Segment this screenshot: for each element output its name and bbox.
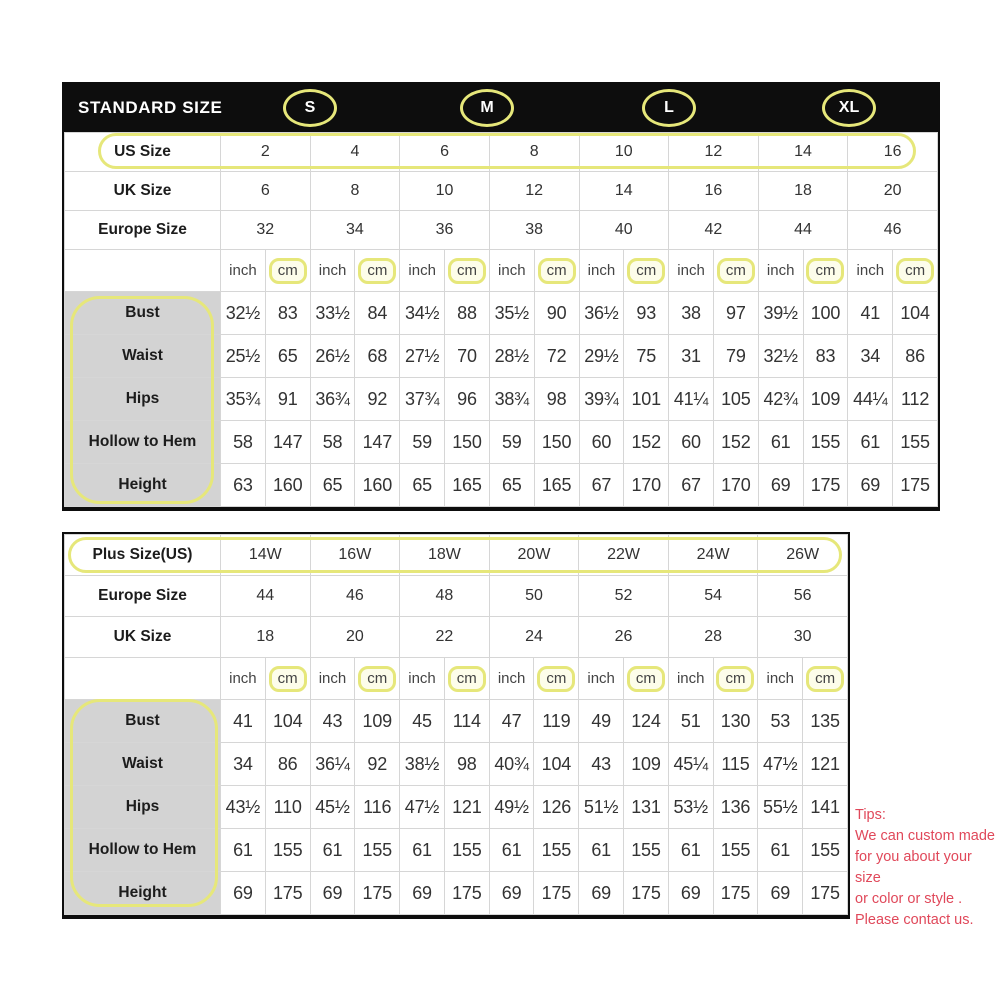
cm-unit-cell [265,250,310,292]
cm-unit-label: cm [717,258,755,284]
inch-unit-label: inch [489,658,534,700]
europe-size-value: 32 [221,211,311,250]
bust-value: 47 [489,700,534,743]
height-value: 69 [579,872,624,915]
waist-value: 121 [803,743,848,786]
waist-value: 40¾ [489,743,534,786]
size-row [65,576,848,617]
hollow-to-hem-value: 61 [489,829,534,872]
waist-value: 109 [624,743,669,786]
europe-size-value: 52 [579,576,669,617]
inch-unit-label: inch [310,250,355,292]
us-size-value: 6 [400,133,490,172]
bust-value: 104 [265,700,310,743]
measure-row [65,292,938,335]
hollow-to-hem-value: 60 [579,421,624,464]
bust-value: 114 [444,700,489,743]
height-value: 69 [310,872,355,915]
height-value: 65 [310,464,355,507]
europe-size-label: Europe Size [65,211,221,250]
hollow-to-hem-value: 61 [668,829,713,872]
europe-size-value: 34 [310,211,400,250]
waist-value: 98 [444,743,489,786]
uk-size-value: 20 [848,172,938,211]
measure-row [65,378,938,421]
waist-value: 29½ [579,335,624,378]
hollow-to-hem-value: 61 [400,829,445,872]
uk-size-value: 14 [579,172,669,211]
unit-row [65,250,938,292]
hollow-to-hem-value: 155 [713,829,758,872]
bust-value: 88 [445,292,490,335]
bust-value: 39½ [758,292,803,335]
bust-value: 135 [803,700,848,743]
uk-size-label: UK Size [65,172,221,211]
hollow-to-hem-value: 58 [310,421,355,464]
hollow-to-hem-value: 59 [400,421,445,464]
bust-value: 119 [534,700,579,743]
cm-unit-cell [624,250,669,292]
uk-size-value: 22 [400,617,490,658]
bust-value: 36½ [579,292,624,335]
hollow-to-hem-value: 150 [534,421,579,464]
hips-value: 35¾ [221,378,266,421]
cm-unit-label: cm [448,666,486,692]
waist-value: 34 [221,743,266,786]
hips-value: 92 [355,378,400,421]
measure-row [65,786,848,829]
hollow-to-hem-value: 61 [758,829,803,872]
bust-value: 38 [669,292,714,335]
europe-size-value: 54 [668,576,758,617]
bust-value: 51 [668,700,713,743]
bust-value: 45 [400,700,445,743]
waist-value: 36¼ [310,743,355,786]
waist-value: 32½ [758,335,803,378]
height-value: 160 [265,464,310,507]
cm-unit-label: cm [537,666,575,692]
hollow-to-hem-value: 155 [803,421,848,464]
inch-unit-label: inch [310,658,355,700]
height-value: 170 [713,464,758,507]
inch-unit-label: inch [400,250,445,292]
cm-unit-label: cm [448,258,486,284]
waist-value: 104 [534,743,579,786]
us-size-value: 8 [489,133,579,172]
waist-value: 92 [355,743,400,786]
plus-size-us-label: Plus Size(US) [65,535,221,576]
hips-value: 110 [265,786,310,829]
europe-size-value: 40 [579,211,669,250]
height-value: 69 [848,464,893,507]
plus-size-us-value: 18W [400,535,490,576]
cm-unit-cell [444,658,489,700]
hips-value: 109 [803,378,848,421]
hips-value: 126 [534,786,579,829]
standard-size-table [62,82,940,511]
waist-value: 79 [713,335,758,378]
inch-unit-label: inch [221,250,266,292]
hips-value: 53½ [668,786,713,829]
height-value: 175 [803,872,848,915]
height-value: 175 [444,872,489,915]
europe-size-value: 38 [489,211,579,250]
waist-value: 31 [669,335,714,378]
cm-unit-cell [445,250,490,292]
size-row [65,172,938,211]
size-row [65,211,938,250]
bust-value: 34½ [400,292,445,335]
inch-unit-label: inch [489,250,534,292]
hollow-to-hem-value: 152 [713,421,758,464]
waist-value: 83 [803,335,848,378]
us-size-value: 4 [310,133,400,172]
bust-value: 53 [758,700,803,743]
plus-size-us-value: 22W [579,535,669,576]
height-value: 175 [355,872,400,915]
inch-unit-label: inch [848,250,893,292]
hips-value: 42¾ [758,378,803,421]
hollow-to-hem-value: 58 [221,421,266,464]
cm-unit-label: cm [269,258,307,284]
us-size-value: 2 [221,133,311,172]
height-value: 67 [579,464,624,507]
us-size-value: 14 [758,133,848,172]
hollow-to-hem-label: Hollow to Hem [65,829,221,872]
hips-value: 45½ [310,786,355,829]
height-value: 160 [355,464,400,507]
height-value: 175 [534,872,579,915]
bust-value: 90 [534,292,579,335]
cm-unit-cell [624,658,669,700]
bust-value: 35½ [489,292,534,335]
bust-value: 49 [579,700,624,743]
waist-value: 86 [893,335,938,378]
bust-value: 104 [893,292,938,335]
bust-label: Bust [65,292,221,335]
cm-unit-cell [803,250,848,292]
us-size-value: 16 [848,133,938,172]
standard-size-header [64,84,938,132]
measure-row [65,700,848,743]
bust-value: 130 [713,700,758,743]
waist-value: 25½ [221,335,266,378]
waist-value: 47½ [758,743,803,786]
tips-note [855,805,997,931]
hollow-to-hem-value: 155 [624,829,669,872]
hollow-to-hem-value: 59 [489,421,534,464]
plus-size-us-value: 24W [668,535,758,576]
hollow-to-hem-value: 147 [265,421,310,464]
tips-title: Tips: [855,807,886,823]
inch-unit-label: inch [579,658,624,700]
uk-size-value: 18 [221,617,311,658]
height-label: Height [65,872,221,915]
europe-size-value: 44 [221,576,311,617]
height-value: 175 [265,872,310,915]
plus-size-table [62,532,850,919]
size-s-badge: S [283,89,337,127]
europe-size-value: 46 [310,576,400,617]
cm-unit-label: cm [627,666,665,692]
hips-label: Hips [65,378,221,421]
plus-size-us-value: 20W [489,535,579,576]
waist-value: 45¼ [668,743,713,786]
size-row [65,133,938,172]
europe-size-value: 36 [400,211,490,250]
europe-size-value: 42 [669,211,759,250]
europe-size-value: 44 [758,211,848,250]
standard-size-grid [64,132,938,507]
waist-label: Waist [65,743,221,786]
size-xl-badge: XL [822,89,876,127]
inch-unit-label: inch [669,250,714,292]
unit-row-spacer [65,250,221,292]
height-value: 69 [400,872,445,915]
measure-row [65,872,848,915]
hips-value: 112 [893,378,938,421]
hollow-to-hem-label: Hollow to Hem [65,421,221,464]
size-l-badge: L [642,89,696,127]
tips-line: We can custom made [855,828,995,844]
hips-value: 136 [713,786,758,829]
waist-value: 115 [713,743,758,786]
hips-value: 141 [803,786,848,829]
waist-value: 72 [534,335,579,378]
hollow-to-hem-value: 61 [221,829,266,872]
height-value: 175 [893,464,938,507]
hollow-to-hem-value: 61 [579,829,624,872]
us-size-value: 12 [669,133,759,172]
bust-value: 93 [624,292,669,335]
europe-size-value: 50 [489,576,579,617]
hollow-to-hem-value: 155 [893,421,938,464]
measure-row [65,421,938,464]
cm-unit-label: cm [716,666,754,692]
uk-size-value: 18 [758,172,848,211]
height-value: 69 [221,872,266,915]
measure-row [65,829,848,872]
height-value: 65 [400,464,445,507]
cm-unit-cell [534,250,579,292]
plus-size-us-value: 26W [758,535,848,576]
hips-value: 96 [445,378,490,421]
plus-size-us-value: 14W [221,535,311,576]
waist-value: 26½ [310,335,355,378]
hollow-to-hem-value: 61 [758,421,803,464]
size-row [65,617,848,658]
uk-size-value: 28 [668,617,758,658]
height-value: 69 [758,464,803,507]
hips-value: 37¾ [400,378,445,421]
cm-unit-label: cm [269,666,307,692]
waist-value: 38½ [400,743,445,786]
hips-value: 47½ [400,786,445,829]
cm-unit-cell [355,250,400,292]
bust-value: 109 [355,700,400,743]
hips-value: 43½ [221,786,266,829]
height-value: 69 [668,872,713,915]
hollow-to-hem-value: 150 [445,421,490,464]
uk-size-value: 20 [310,617,400,658]
waist-value: 65 [265,335,310,378]
height-value: 175 [803,464,848,507]
uk-size-value: 24 [489,617,579,658]
bust-value: 83 [265,292,310,335]
hollow-to-hem-value: 147 [355,421,400,464]
waist-value: 28½ [489,335,534,378]
cm-unit-cell [893,250,938,292]
measure-row [65,464,938,507]
cm-unit-cell [534,658,579,700]
europe-size-value: 48 [400,576,490,617]
hollow-to-hem-value: 61 [848,421,893,464]
cm-unit-cell [713,658,758,700]
uk-size-value: 12 [489,172,579,211]
hips-value: 101 [624,378,669,421]
measure-row [65,743,848,786]
hips-value: 39¾ [579,378,624,421]
tips-line: for you about your size [855,849,972,886]
height-value: 165 [534,464,579,507]
height-value: 170 [624,464,669,507]
hips-value: 55½ [758,786,803,829]
hips-value: 41¼ [669,378,714,421]
bust-value: 100 [803,292,848,335]
hollow-to-hem-value: 61 [310,829,355,872]
tips-line: or color or style . [855,891,963,907]
plus-size-us-value: 16W [310,535,400,576]
inch-unit-label: inch [668,658,713,700]
europe-size-value: 56 [758,576,848,617]
waist-value: 27½ [400,335,445,378]
europe-size-label: Europe Size [65,576,221,617]
hips-value: 98 [534,378,579,421]
cm-unit-label: cm [538,258,576,284]
height-value: 63 [221,464,266,507]
cm-unit-label: cm [358,666,396,692]
height-value: 69 [489,872,534,915]
tips-line: Please contact us. [855,912,974,928]
cm-unit-cell [265,658,310,700]
unit-row [65,658,848,700]
hollow-to-hem-value: 155 [534,829,579,872]
hollow-to-hem-value: 152 [624,421,669,464]
height-value: 175 [624,872,669,915]
height-label: Height [65,464,221,507]
uk-size-value: 26 [579,617,669,658]
inch-unit-label: inch [400,658,445,700]
measure-row [65,335,938,378]
size-m-badge: M [460,89,514,127]
cm-unit-cell [355,658,400,700]
size-row [65,535,848,576]
cm-unit-label: cm [896,258,934,284]
hollow-to-hem-value: 155 [265,829,310,872]
standard-size-title: STANDARD SIZE [78,98,223,117]
uk-size-value: 30 [758,617,848,658]
unit-row-spacer [65,658,221,700]
plus-size-grid [64,534,848,915]
waist-label: Waist [65,335,221,378]
uk-size-value: 10 [400,172,490,211]
hips-value: 131 [624,786,669,829]
waist-value: 68 [355,335,400,378]
hips-value: 51½ [579,786,624,829]
waist-value: 75 [624,335,669,378]
cm-unit-label: cm [806,258,844,284]
bust-value: 97 [713,292,758,335]
uk-size-value: 8 [310,172,400,211]
waist-value: 34 [848,335,893,378]
height-value: 69 [758,872,803,915]
hips-value: 49½ [489,786,534,829]
bust-value: 33½ [310,292,355,335]
hollow-to-hem-value: 155 [355,829,400,872]
height-value: 65 [489,464,534,507]
cm-unit-label: cm [358,258,396,284]
cm-unit-cell [713,250,758,292]
cm-unit-label: cm [627,258,665,284]
uk-size-value: 16 [669,172,759,211]
bust-value: 41 [848,292,893,335]
cm-unit-cell [803,658,848,700]
hips-value: 36¾ [310,378,355,421]
hips-value: 38¾ [489,378,534,421]
height-value: 175 [713,872,758,915]
waist-value: 43 [579,743,624,786]
us-size-label: US Size [65,133,221,172]
bust-label: Bust [65,700,221,743]
height-value: 67 [669,464,714,507]
bust-value: 41 [221,700,266,743]
hips-value: 121 [444,786,489,829]
hips-value: 44¼ [848,378,893,421]
us-size-value: 10 [579,133,669,172]
bust-value: 43 [310,700,355,743]
height-value: 165 [445,464,490,507]
hips-value: 116 [355,786,400,829]
hollow-to-hem-value: 60 [669,421,714,464]
europe-size-value: 46 [848,211,938,250]
uk-size-label: UK Size [65,617,221,658]
inch-unit-label: inch [758,250,803,292]
inch-unit-label: inch [758,658,803,700]
waist-value: 70 [445,335,490,378]
uk-size-value: 6 [221,172,311,211]
inch-unit-label: inch [221,658,266,700]
bust-value: 84 [355,292,400,335]
hips-value: 91 [265,378,310,421]
inch-unit-label: inch [579,250,624,292]
hips-label: Hips [65,786,221,829]
bust-value: 32½ [221,292,266,335]
hollow-to-hem-value: 155 [803,829,848,872]
cm-unit-label: cm [806,666,844,692]
bust-value: 124 [624,700,669,743]
hollow-to-hem-value: 155 [444,829,489,872]
waist-value: 86 [265,743,310,786]
hips-value: 105 [713,378,758,421]
